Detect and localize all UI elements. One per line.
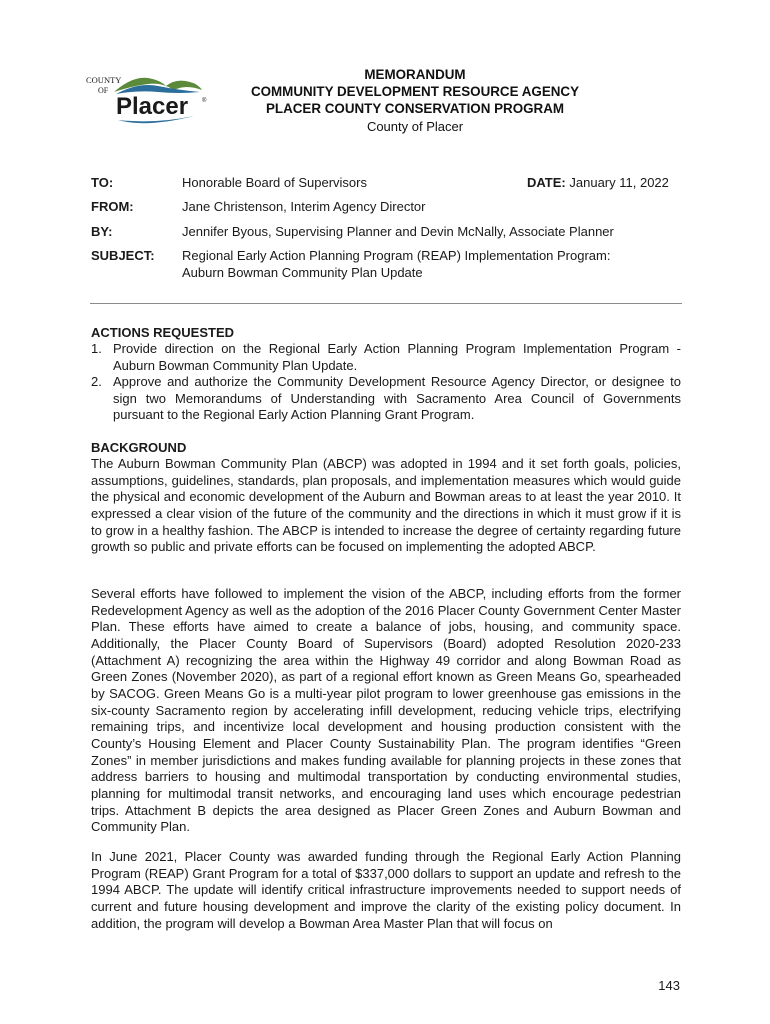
date-value: January 11, 2022 — [569, 175, 669, 190]
logo-placer-text: Placer — [116, 93, 189, 120]
list-item-text: Approve and authorize the Community Development Resource Agency Director, or designee to sign two Memorandums of Understanding with Sacramento Area Council of Governments pursuant to the Regional Early Action Planning Grant Program. — [113, 374, 681, 423]
date-label: DATE: — [527, 175, 566, 190]
list-item — [91, 374, 681, 424]
to-value: Honorable Board of Supervisors — [182, 175, 367, 190]
program-title: PLACER COUNTY CONSERVATION PROGRAM — [265, 101, 565, 116]
county-subtitle: County of Placer — [366, 119, 464, 134]
from-value: Jane Christenson, Interim Agency Director — [182, 199, 426, 214]
subject-value-line1: Regional Early Action Planning Program (REAP) Implementation Program: — [182, 248, 611, 263]
by-label: BY: — [91, 224, 113, 239]
by-value: Jennifer Byous, Supervising Planner and Devin McNally, Associate Planner — [182, 224, 614, 239]
placer-logo-graphic — [86, 72, 216, 130]
memo-title: MEMORANDUM — [364, 67, 466, 82]
date-field — [527, 174, 669, 191]
actions-heading: ACTIONS REQUESTED — [91, 325, 235, 340]
placer-county-logo — [86, 72, 216, 130]
actions-list — [91, 341, 681, 424]
header-divider — [90, 303, 682, 304]
list-item-number: 1. — [91, 341, 102, 356]
logo-registered-mark: ® — [202, 98, 207, 104]
background-heading: BACKGROUND — [91, 440, 187, 455]
from-label: FROM: — [91, 199, 134, 214]
list-item-number: 2. — [91, 374, 102, 390]
logo-of-text: OF — [98, 86, 109, 95]
background-paragraph-2: Several efforts have followed to implement the vision of the ABCP, including efforts from the former Redevelopment Agency as well as the adoption of the 2016 Placer County Government Center Master Plan. These efforts have aimed to create a balance of jobs, housing, and community space. Additionally, the Placer County Board of Supervisors (Board) adopted Resolution 2020-233 (Attachment A) recognizing the area within the Highway 49 corridor and along Bowman Road as Green Zones (November 2020), as part of a regional effort known as Green Means Go, spearheaded by SACOG. Green Means Go is a multi-year pilot program to lower greenhouse gas emissions in the six-county Sacramento region by accelerating infill development, reducing vehicle trips, electrifying remaining trips, and incentivize local development and housing production consistent with the County’s Housing Element and Placer County Sustainability Plan. The program identifies “Green Zones” in member jurisdictions and makes funding available for planning projects in these zones that address barriers to housing and multimodal transportation by conducting environmental studies, planning for multimodal transit networks, and encouraging land uses which encourage pedestrian trips. Attachment B depicts the area designed as Placer Green Zones and Auburn Bowman and Community Plan. — [91, 586, 681, 835]
agency-title: COMMUNITY DEVELOPMENT RESOURCE AGENCY — [250, 84, 580, 99]
list-item-text: Provide direction on the Regional Early Action Planning Program Implementation Program - Auburn Bowman Community Plan Update. — [113, 341, 681, 373]
to-label: TO: — [91, 175, 114, 190]
background-paragraph-3: In June 2021, Placer County was awarded funding through the Regional Early Action Planning Program (REAP) Grant Program for a total of $337,000 dollars to support an update and refresh to the 1994 ABCP. The update will identify critical infrastructure improvements needed to support needs of current and future housing development and improve the clarity of the existing policy document. In addition, the program will develop a Bowman Area Master Plan that will focus on — [91, 849, 681, 931]
subject-label: SUBJECT: — [91, 248, 155, 263]
background-paragraph-1: The Auburn Bowman Community Plan (ABCP) was adopted in 1994 and it set forth goals, policies, assumptions, guidelines, standards, plan proposals, and implementation measures which would guide the physical and economic development of the Auburn and Bowman areas to at least the year 2010. It expressed a clear vision of the future of the community and the directions in which it must grow if it is to grow in a healthy fashion. The ABCP is intended to increase the degree of certainty regarding future growth so public and private efforts can be focused on implementing the adopted ABCP. — [91, 456, 681, 555]
logo-county-text: COUNTY — [86, 75, 122, 85]
page-number: 143 — [658, 978, 680, 993]
list-item — [91, 341, 681, 374]
subject-value-line2: Auburn Bowman Community Plan Update — [182, 265, 423, 280]
